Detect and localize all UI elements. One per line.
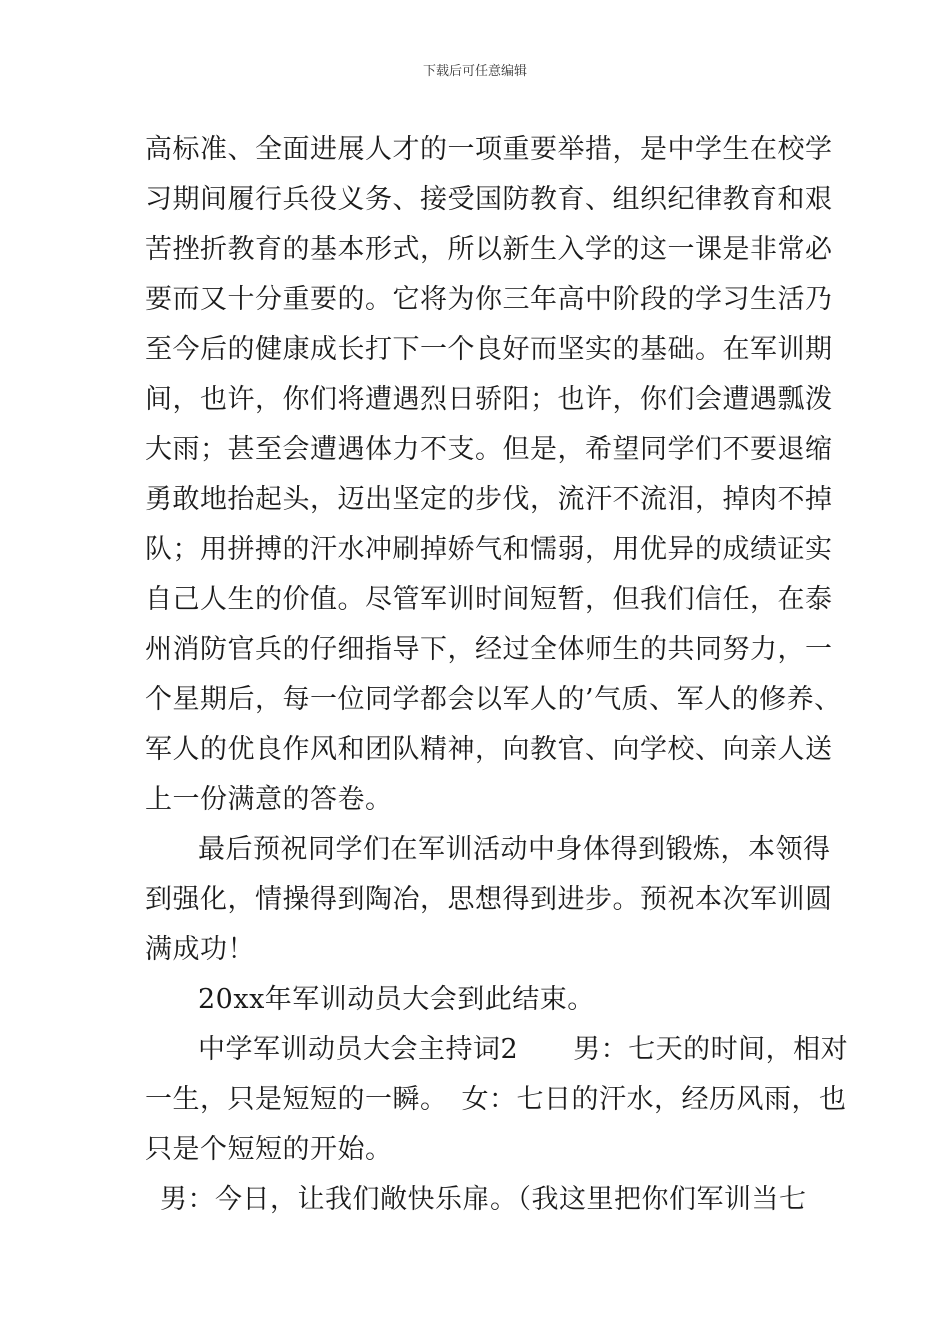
text-line: 高标准、全面进展人才的一项重要举措，是中学生在校学 — [145, 134, 833, 165]
text-line: 队；用拼搏的汗水冲刷掉娇气和懦弱，用优异的成绩证实 — [145, 534, 833, 565]
text-line: 州消防官兵的仔细指导下，经过全体师生的共同努力，一 — [145, 634, 833, 665]
section-heading-line: 中学军训动员大会主持词2 男：七天的时间，相对 — [198, 1034, 849, 1065]
paragraph-first-line: 20xx年军训动员大会到此结束。 — [198, 984, 595, 1015]
text-line: 至今后的健康成长打下一个良好而坚实的基础。在军训期 — [145, 334, 833, 365]
text-line: 苦挫折教育的基本形式，所以新生入学的这一课是非常必 — [145, 234, 833, 265]
text-line: 习期间履行兵役义务、接受国防教育、组织纪律教育和艰 — [145, 184, 833, 215]
text-line: 个星期后，每一位同学都会以军人的’气质、军人的修养、 — [145, 684, 842, 715]
text-line: 军人的优良作风和团队精神，向教官、向学校、向亲人送 — [145, 734, 833, 765]
text-line: 上一份满意的答卷。 — [145, 784, 393, 815]
text-line: 要而又十分重要的。它将为你三年高中阶段的学习生活乃 — [145, 284, 833, 315]
text-line: 自己人生的价值。尽管军训时间短暂，但我们信任，在泰 — [145, 584, 833, 615]
paragraph-first-line: 最后预祝同学们在军训活动中身体得到锻炼，本领得 — [198, 834, 831, 865]
text-line: 大雨；甚至会遭遇体力不支。但是，希望同学们不要退缩 — [145, 434, 833, 465]
page-header: 下载后可任意编辑 — [422, 64, 527, 79]
text-line: 满成功！ — [145, 934, 255, 965]
text-line: 勇敢地抬起头，迈出坚定的步伐，流汗不流泪，掉肉不掉 — [145, 484, 833, 515]
text-line: 到强化，情操得到陶冶，思想得到进步。预祝本次军训圆 — [145, 884, 833, 915]
text-line: 间，也许，你们将遭遇烈日骄阳；也许，你们会遭遇瓢泼 — [145, 384, 833, 415]
paragraph-first-line: 男：今日，让我们敞快乐扉。（我这里把你们军训当七 — [160, 1184, 807, 1215]
text-line: 一生，只是短短的一瞬。 女：七日的汗水，经历风雨，也 — [145, 1084, 847, 1115]
text-line: 只是个短短的开始。 — [145, 1134, 393, 1165]
